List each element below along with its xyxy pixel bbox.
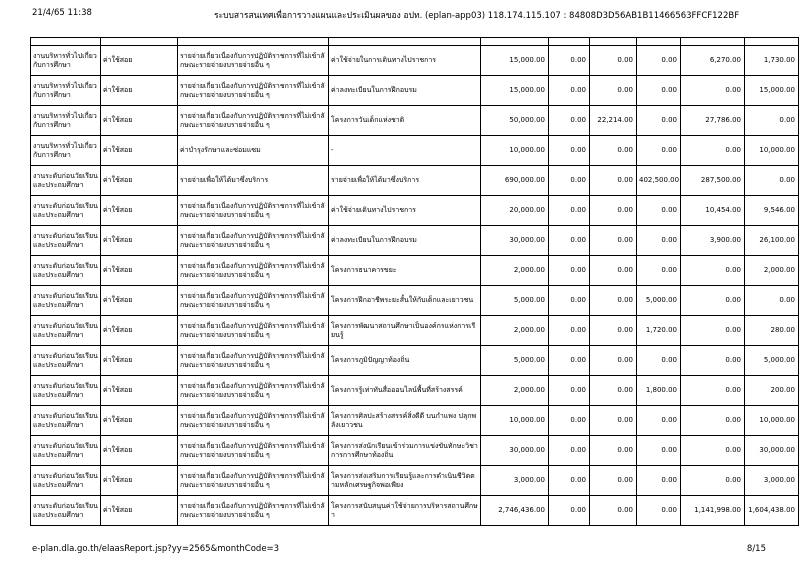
table-row xyxy=(31,436,799,466)
remaining-amount: 0.00 xyxy=(745,166,799,196)
table-row xyxy=(31,166,799,196)
detail-cell: รายจ่ายเกี่ยวเนื่องกับการปฏิบัติราชการที่ไม่เข้าลักษณะรายจ่ายงบรายจ่ายอื่น ๆ xyxy=(178,346,329,376)
project-cell: โครงการส่งนักเรียนเข้าร่วมการแข่งขันทักษะวิชาการการศึกษาท้องถิ่น xyxy=(329,436,481,466)
budget-amount: 5,000.00 xyxy=(481,346,549,376)
amount-col2: 0.00 xyxy=(549,466,590,496)
detail-cell: ค่าบำรุงรักษาและซ่อมแซม xyxy=(178,136,329,166)
amount-col5: 0.00 xyxy=(681,76,745,106)
amount-col3: 0.00 xyxy=(590,256,637,286)
project-cell: ค่าลงทะเบียนในการฝึกอบรม xyxy=(329,76,481,106)
amount-col3: 0.00 xyxy=(590,166,637,196)
project-cell: ค่าใช้จ่ายในการเดินทางไปราชการ xyxy=(329,46,481,76)
amount-col3: 0.00 xyxy=(590,466,637,496)
project-cell: โครงการฝึกอาชีพระยะสั้นให้กับเด็กและเยาวชน xyxy=(329,286,481,316)
type-cell: ค่าใช้สอย xyxy=(101,346,178,376)
type-cell: ค่าใช้สอย xyxy=(101,316,178,346)
table-row xyxy=(31,136,799,166)
detail-cell: รายจ่ายเกี่ยวเนื่องกับการปฏิบัติราชการที่ไม่เข้าลักษณะรายจ่ายงบรายจ่ายอื่น ๆ xyxy=(178,286,329,316)
amount-col4: 0.00 xyxy=(637,76,681,106)
amount-col2: 0.00 xyxy=(549,196,590,226)
amount-col3: 0.00 xyxy=(590,406,637,436)
remaining-amount: 26,100.00 xyxy=(745,226,799,256)
budget-amount: 10,000.00 xyxy=(481,136,549,166)
detail-cell: รายจ่ายเกี่ยวเนื่องกับการปฏิบัติราชการที่ไม่เข้าลักษณะรายจ่ายงบรายจ่ายอื่น ๆ xyxy=(178,496,329,526)
remaining-amount: 1,604,438.00 xyxy=(745,496,799,526)
amount-col3: 0.00 xyxy=(590,346,637,376)
budget-amount: 5,000.00 xyxy=(481,286,549,316)
amount-col2: 0.00 xyxy=(549,256,590,286)
table-row xyxy=(31,226,799,256)
type-cell: ค่าใช้สอย xyxy=(101,166,178,196)
amount-col5: 3,900.00 xyxy=(681,226,745,256)
detail-cell: รายจ่ายเกี่ยวเนื่องกับการปฏิบัติราชการที่ไม่เข้าลักษณะรายจ่ายงบรายจ่ายอื่น ๆ xyxy=(178,106,329,136)
amount-col2: 0.00 xyxy=(549,406,590,436)
type-cell: ค่าใช้สอย xyxy=(101,406,178,436)
remaining-amount: 2,000.00 xyxy=(745,256,799,286)
detail-cell: รายจ่ายเกี่ยวเนื่องกับการปฏิบัติราชการที่ไม่เข้าลักษณะรายจ่ายงบรายจ่ายอื่น ๆ xyxy=(178,226,329,256)
project-cell: - xyxy=(329,136,481,166)
amount-col5: 287,500.00 xyxy=(681,166,745,196)
page-header xyxy=(32,8,766,24)
amount-col4: 1,720.00 xyxy=(637,316,681,346)
budget-amount: 2,000.00 xyxy=(481,256,549,286)
project-cell: ค่าลงทะเบียนในการฝึกอบรม xyxy=(329,226,481,256)
work-cell: งานระดับก่อนวัยเรียนและประถมศึกษา xyxy=(31,376,101,406)
amount-col5: 0.00 xyxy=(681,136,745,166)
detail-cell: รายจ่ายเพื่อให้ได้มาซึ่งบริการ xyxy=(178,166,329,196)
work-cell: งานระดับก่อนวัยเรียนและประถมศึกษา xyxy=(31,196,101,226)
budget-amount: 50,000.00 xyxy=(481,106,549,136)
work-cell: งานบริหารทั่วไปเกี่ยวกับการศึกษา xyxy=(31,136,101,166)
amount-col5: 10,454.00 xyxy=(681,196,745,226)
detail-cell: รายจ่ายเกี่ยวเนื่องกับการปฏิบัติราชการที่ไม่เข้าลักษณะรายจ่ายงบรายจ่ายอื่น ๆ xyxy=(178,376,329,406)
detail-cell: รายจ่ายเกี่ยวเนื่องกับการปฏิบัติราชการที่ไม่เข้าลักษณะรายจ่ายงบรายจ่ายอื่น ๆ xyxy=(178,406,329,436)
remaining-amount: 3,000.00 xyxy=(745,466,799,496)
amount-col3: 0.00 xyxy=(590,286,637,316)
table-row xyxy=(31,376,799,406)
amount-col4: 0.00 xyxy=(637,226,681,256)
amount-col2: 0.00 xyxy=(549,46,590,76)
amount-col3: 0.00 xyxy=(590,226,637,256)
detail-cell: รายจ่ายเกี่ยวเนื่องกับการปฏิบัติราชการที่ไม่เข้าลักษณะรายจ่ายงบรายจ่ายอื่น ๆ xyxy=(178,76,329,106)
type-cell: ค่าใช้สอย xyxy=(101,436,178,466)
table-row xyxy=(31,496,799,526)
amount-col4: 0.00 xyxy=(637,406,681,436)
amount-col4: 0.00 xyxy=(637,436,681,466)
project-cell: รายจ่ายเพื่อให้ได้มาซึ่งบริการ xyxy=(329,166,481,196)
budget-amount: 690,000.00 xyxy=(481,166,549,196)
project-cell: โครงการรู้เท่าทันสื่อออนไลน์พื้นที่สร้างสรรค์ xyxy=(329,376,481,406)
amount-col4: 5,000.00 xyxy=(637,286,681,316)
remaining-amount: 0.00 xyxy=(745,106,799,136)
work-cell: งานบริหารทั่วไปเกี่ยวกับการศึกษา xyxy=(31,46,101,76)
table-row xyxy=(31,196,799,226)
budget-amount: 10,000.00 xyxy=(481,406,549,436)
project-cell: โครงการศิลปะสร้างสรรค์สิ่งดีดี บนกำแพง ปลุกพลังเยาวชน xyxy=(329,406,481,436)
type-cell: ค่าใช้สอย xyxy=(101,226,178,256)
budget-amount: 2,000.00 xyxy=(481,376,549,406)
budget-amount: 30,000.00 xyxy=(481,226,549,256)
amount-col4: 402,500.00 xyxy=(637,166,681,196)
remaining-amount: 30,000.00 xyxy=(745,436,799,466)
work-cell: งานระดับก่อนวัยเรียนและประถมศึกษา xyxy=(31,226,101,256)
work-cell: งานระดับก่อนวัยเรียนและประถมศึกษา xyxy=(31,406,101,436)
project-cell: โครงการภูมิปัญญาท้องถิ่น xyxy=(329,346,481,376)
type-cell: ค่าใช้สอย xyxy=(101,46,178,76)
table-row xyxy=(31,406,799,436)
work-cell: งานระดับก่อนวัยเรียนและประถมศึกษา xyxy=(31,316,101,346)
amount-col2: 0.00 xyxy=(549,346,590,376)
type-cell: ค่าใช้สอย xyxy=(101,106,178,136)
table-row xyxy=(31,316,799,346)
type-cell: ค่าใช้สอย xyxy=(101,136,178,166)
system-title: ระบบสารสนเทศเพื่อการวางแผนและประเมินผลของ อปท. (eplan-app03) 118.174.115.107 : 84808D3D56AB1B11466563FFCF122BF xyxy=(214,11,740,21)
project-cell: โครงการพัฒนาสถานศึกษาเป็นองค์กรแห่งการเรียนรู้ xyxy=(329,316,481,346)
table-row xyxy=(31,106,799,136)
amount-col2: 0.00 xyxy=(549,376,590,406)
table-row xyxy=(31,256,799,286)
print-datetime: 21/4/65 11:38 xyxy=(32,8,92,18)
project-cell: โครงการธนาคารขยะ xyxy=(329,256,481,286)
amount-col4: 0.00 xyxy=(637,496,681,526)
work-cell: งานบริหารทั่วไปเกี่ยวกับการศึกษา xyxy=(31,106,101,136)
budget-amount: 3,000.00 xyxy=(481,466,549,496)
amount-col5: 0.00 xyxy=(681,436,745,466)
amount-col3: 0.00 xyxy=(590,46,637,76)
type-cell: ค่าใช้สอย xyxy=(101,76,178,106)
amount-col3: 0.00 xyxy=(590,376,637,406)
table-row xyxy=(31,286,799,316)
remaining-amount: 200.00 xyxy=(745,376,799,406)
detail-cell: รายจ่ายเกี่ยวเนื่องกับการปฏิบัติราชการที่ไม่เข้าลักษณะรายจ่ายงบรายจ่ายอื่น ๆ xyxy=(178,256,329,286)
project-cell: โครงการวันเด็กแห่งชาติ xyxy=(329,106,481,136)
remaining-amount: 280.00 xyxy=(745,316,799,346)
detail-cell: รายจ่ายเกี่ยวเนื่องกับการปฏิบัติราชการที่ไม่เข้าลักษณะรายจ่ายงบรายจ่ายอื่น ๆ xyxy=(178,436,329,466)
page-number: 8/15 xyxy=(746,544,766,554)
amount-col4: 0.00 xyxy=(637,256,681,286)
remaining-amount: 10,000.00 xyxy=(745,406,799,436)
type-cell: ค่าใช้สอย xyxy=(101,196,178,226)
amount-col4: 0.00 xyxy=(637,466,681,496)
work-cell: งานระดับก่อนวัยเรียนและประถมศึกษา xyxy=(31,286,101,316)
type-cell: ค่าใช้สอย xyxy=(101,256,178,286)
type-cell: ค่าใช้สอย xyxy=(101,466,178,496)
amount-col5: 1,141,998.00 xyxy=(681,496,745,526)
work-cell: งานระดับก่อนวัยเรียนและประถมศึกษา xyxy=(31,346,101,376)
budget-amount: 2,000.00 xyxy=(481,316,549,346)
project-cell: โครงการสนับสนุนค่าใช้จ่ายการบริหารสถานศึกษา xyxy=(329,496,481,526)
budget-amount: 2,746,436.00 xyxy=(481,496,549,526)
detail-cell: รายจ่ายเกี่ยวเนื่องกับการปฏิบัติราชการที่ไม่เข้าลักษณะรายจ่ายงบรายจ่ายอื่น ๆ xyxy=(178,196,329,226)
amount-col3: 0.00 xyxy=(590,76,637,106)
amount-col2: 0.00 xyxy=(549,166,590,196)
remaining-amount: 10,000.00 xyxy=(745,136,799,166)
amount-col3: 22,214.00 xyxy=(590,106,637,136)
amount-col5: 0.00 xyxy=(681,466,745,496)
amount-col2: 0.00 xyxy=(549,226,590,256)
amount-col2: 0.00 xyxy=(549,286,590,316)
table-row xyxy=(31,466,799,496)
detail-cell: รายจ่ายเกี่ยวเนื่องกับการปฏิบัติราชการที่ไม่เข้าลักษณะรายจ่ายงบรายจ่ายอื่น ๆ xyxy=(178,46,329,76)
remaining-amount: 15,000.00 xyxy=(745,76,799,106)
amount-col2: 0.00 xyxy=(549,496,590,526)
amount-col3: 0.00 xyxy=(590,436,637,466)
type-cell: ค่าใช้สอย xyxy=(101,376,178,406)
amount-col2: 0.00 xyxy=(549,106,590,136)
amount-col3: 0.00 xyxy=(590,496,637,526)
budget-amount: 20,000.00 xyxy=(481,196,549,226)
budget-amount: 15,000.00 xyxy=(481,76,549,106)
type-cell: ค่าใช้สอย xyxy=(101,496,178,526)
remaining-amount: 1,730.00 xyxy=(745,46,799,76)
work-cell: งานระดับก่อนวัยเรียนและประถมศึกษา xyxy=(31,436,101,466)
amount-col4: 0.00 xyxy=(637,196,681,226)
table-row xyxy=(31,346,799,376)
amount-col5: 0.00 xyxy=(681,256,745,286)
amount-col4: 1,800.00 xyxy=(637,376,681,406)
amount-col2: 0.00 xyxy=(549,436,590,466)
table-top-row xyxy=(31,38,799,46)
amount-col4: 0.00 xyxy=(637,346,681,376)
remaining-amount: 9,546.00 xyxy=(745,196,799,226)
work-cell: งานระดับก่อนวัยเรียนและประถมศึกษา xyxy=(31,466,101,496)
amount-col4: 0.00 xyxy=(637,136,681,166)
amount-col5: 0.00 xyxy=(681,406,745,436)
amount-col5: 0.00 xyxy=(681,316,745,346)
page-footer xyxy=(32,544,766,558)
work-cell: งานบริหารทั่วไปเกี่ยวกับการศึกษา xyxy=(31,76,101,106)
work-cell: งานระดับก่อนวัยเรียนและประถมศึกษา xyxy=(31,256,101,286)
amount-col3: 0.00 xyxy=(590,316,637,346)
project-cell: โครงการส่งเสริมการเรียนรู้และการดำเนินชีวิตตามหลักเศรษฐกิจพอเพียง xyxy=(329,466,481,496)
work-cell: งานระดับก่อนวัยเรียนและประถมศึกษา xyxy=(31,166,101,196)
work-cell: งานระดับก่อนวัยเรียนและประถมศึกษา xyxy=(31,496,101,526)
amount-col4: 0.00 xyxy=(637,106,681,136)
amount-col5: 27,786.00 xyxy=(681,106,745,136)
amount-col4: 0.00 xyxy=(637,46,681,76)
type-cell: ค่าใช้สอย xyxy=(101,286,178,316)
amount-col3: 0.00 xyxy=(590,136,637,166)
amount-col5: 0.00 xyxy=(681,346,745,376)
amount-col5: 0.00 xyxy=(681,376,745,406)
detail-cell: รายจ่ายเกี่ยวเนื่องกับการปฏิบัติราชการที่ไม่เข้าลักษณะรายจ่ายงบรายจ่ายอื่น ๆ xyxy=(178,316,329,346)
amount-col5: 0.00 xyxy=(681,286,745,316)
remaining-amount: 0.00 xyxy=(745,286,799,316)
amount-col3: 0.00 xyxy=(590,196,637,226)
amount-col2: 0.00 xyxy=(549,76,590,106)
table-row xyxy=(31,46,799,76)
amount-col2: 0.00 xyxy=(549,316,590,346)
amount-col5: 6,270.00 xyxy=(681,46,745,76)
budget-table xyxy=(30,37,799,526)
detail-cell: รายจ่ายเกี่ยวเนื่องกับการปฏิบัติราชการที่ไม่เข้าลักษณะรายจ่ายงบรายจ่ายอื่น ๆ xyxy=(178,466,329,496)
budget-amount: 15,000.00 xyxy=(481,46,549,76)
project-cell: ค่าใช้จ่ายเดินทางไปราชการ xyxy=(329,196,481,226)
amount-col2: 0.00 xyxy=(549,136,590,166)
table-row xyxy=(31,76,799,106)
remaining-amount: 5,000.00 xyxy=(745,346,799,376)
report-url: e-plan.dla.go.th/elaasReport.jsp?yy=2565&monthCode=3 xyxy=(32,544,280,554)
budget-amount: 30,000.00 xyxy=(481,436,549,466)
